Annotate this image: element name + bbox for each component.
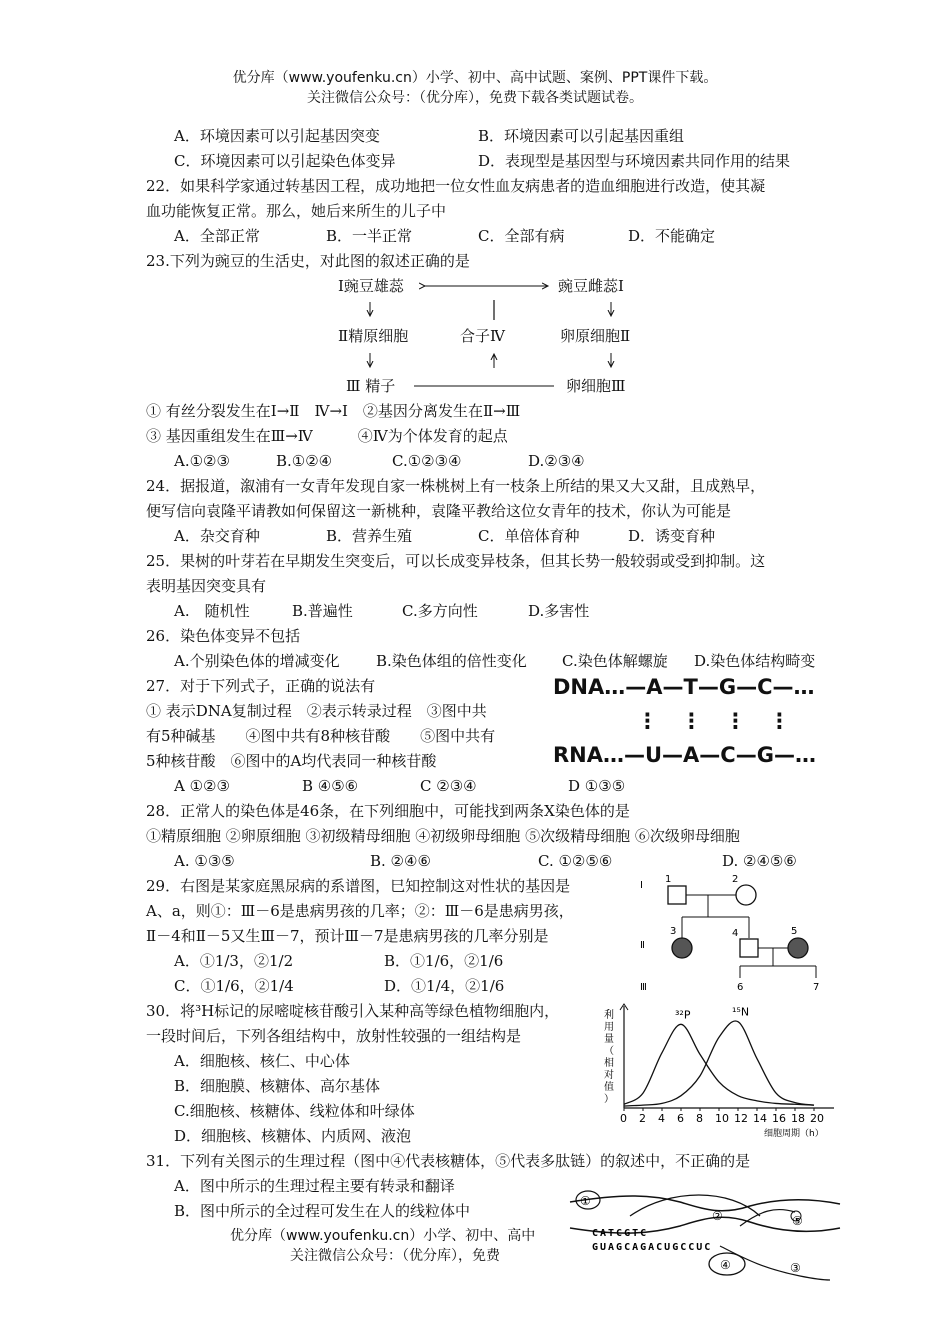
q22-option-c: C．全部有病 — [478, 227, 565, 245]
pedigree-label-5: 5 — [791, 926, 798, 937]
q28-option-a: A. ①③⑤ — [174, 852, 235, 870]
q22-option-d: D．不能确定 — [628, 227, 716, 245]
pedigree-individual-4 — [740, 939, 758, 957]
chart-ylabel-char: 相 — [604, 1058, 614, 1069]
q25-stem-2: 表明基因突变具有 — [146, 577, 267, 595]
q24-option-a: A．杂交育种 — [174, 527, 260, 545]
pedigree-individual-2 — [736, 885, 756, 905]
mrna-sequence: GUAGCAGACUGCCUC — [592, 1242, 713, 1253]
chart-ylabel-char: ） — [604, 1094, 614, 1105]
marker-2: ② — [712, 1209, 723, 1223]
q24-option-b: B．营养生殖 — [326, 527, 413, 545]
pedigree-individual-5 — [788, 938, 808, 958]
q29-stem-3: Ⅱ－4和Ⅱ－5又生Ⅲ－7，预计Ⅲ－7是患病男孩的几率分别是 — [146, 927, 549, 945]
chart-series-label-1: ³²P — [675, 1008, 691, 1022]
chart-xtick-label: 12 — [734, 1112, 748, 1125]
q27-option-d: D ①③⑤ — [568, 777, 626, 795]
transcription-translation-diagram — [560, 1176, 850, 1288]
q23-option-b: B.①②④ — [276, 452, 333, 470]
q28-option-c: C. ①②⑤⑥ — [538, 852, 613, 870]
pedigree-label-3: 3 — [670, 926, 677, 937]
q24-option-d: D．诱变育种 — [628, 527, 716, 545]
chart-ylabel-char: 量 — [604, 1034, 614, 1045]
q30-option-d: D．细胞核、核糖体、内质网、液泡 — [174, 1127, 412, 1145]
chart-series-line-2 — [624, 1021, 814, 1106]
q27-statement-1: ① 表示DNA复制过程 ②表示转录过程 ③图中共 — [146, 702, 487, 720]
q28-option-b: B. ②④⑥ — [370, 852, 431, 870]
q23-option-a: A.①②③ — [174, 452, 230, 470]
q27-option-a: A ①②③ — [174, 777, 230, 795]
chart-ylabel-char: （ — [604, 1046, 614, 1057]
chart-ylabel-group — [604, 1008, 614, 1105]
q23-diagram-egg: 卵细胞Ⅲ — [566, 377, 626, 395]
chart-series — [624, 1006, 814, 1106]
q25-option-b: B.普遍性 — [292, 602, 353, 620]
q23-option-d: D.②③④ — [528, 452, 585, 470]
q23-statement-1: ① 有丝分裂发生在Ⅰ→Ⅱ Ⅳ→Ⅰ ②基因分离发生在Ⅱ→Ⅲ — [146, 402, 521, 420]
chart-ylabel-char: 值 — [604, 1082, 614, 1093]
q27-rna-strand: RNA…—U—A—C—G—… — [553, 743, 816, 767]
chart-xtick-label: 18 — [791, 1112, 805, 1125]
q30-option-a: A．细胞核、核仁、中心体 — [174, 1052, 350, 1070]
q31-option-a: A．图中所示的生理过程主要有转录和翻译 — [174, 1177, 455, 1195]
q27-option-c: C ②③④ — [420, 777, 477, 795]
q24-stem-2: 便写信向袁隆平请教如何保留这一新桃种，袁隆平教给这位女青年的技术，你认为可能是 — [146, 502, 732, 520]
header-line-1: 优分库（www.youfenku.cn）小学、初中、高中试题、案例、PPT课件下载。 — [232, 70, 718, 86]
q26-option-b: B.染色体组的倍性变化 — [376, 652, 527, 670]
q21-option-c: C．环境因素可以引起染色体变异 — [174, 152, 396, 170]
q25-stem-1: 25．果树的叶芽若在早期发生突变后，可以长成变异枝条，但其长势一般较弱或受到抑制。这 — [146, 552, 766, 570]
marker-5: ⑤ — [792, 1214, 803, 1228]
chart-xtick-label: 16 — [772, 1112, 786, 1125]
q23-statement-2: ③ 基因重组发生在Ⅲ→Ⅳ ④Ⅳ为个体发育的起点 — [146, 427, 508, 445]
q31-option-b: B．图中所示的全过程可发生在人的线粒体中 — [174, 1202, 471, 1220]
q27-dna-strand: DNA…—A—T—G—C—… — [553, 675, 815, 699]
pedigree-gen-1: I — [640, 880, 643, 891]
q23-diagram-oogonium: 卵原细胞Ⅱ — [560, 327, 631, 345]
q24-stem-1: 24．据报道，溆浦有一女青年发现自家一株桃树上有一枝条上所结的果又大又甜，且成熟早， — [146, 477, 766, 495]
chart-xtick-label: 4 — [658, 1112, 665, 1125]
q22-stem-1: 22．如果科学家通过转基因工程，成功地把一位女性血友病患者的造血细胞进行改造，使其凝 — [146, 177, 766, 195]
q26-stem: 26．染色体变异不包括 — [146, 627, 301, 645]
chart-xtick-label: 10 — [715, 1112, 729, 1125]
pedigree-individual-3 — [672, 938, 692, 958]
q29-stem-2: A、a，则①：Ⅲ－6是患病男孩的几率；②：Ⅲ－6是患病男孩， — [146, 902, 574, 920]
pedigree-label-4: 4 — [732, 928, 739, 939]
q26-option-c: C.染色体解螺旋 — [562, 652, 668, 670]
q23-lifecycle-arrows — [330, 270, 660, 400]
q27-pairing-dots: ⋮ ⋮ ⋮ ⋮ — [637, 709, 791, 733]
utilization-chart — [596, 998, 846, 1143]
chart-xlabel: 细胞周期（h） — [764, 1129, 824, 1139]
q25-option-a: A. 随机性 — [174, 602, 250, 620]
pedigree-gen-3: Ⅲ — [640, 982, 647, 993]
pedigree-label-7: 7 — [813, 982, 820, 993]
header-line-2: 关注微信公众号：（优分库），免费下载各类试题试卷。 — [307, 90, 643, 106]
q23-stem: 23.下列为豌豆的生活史，对此图的叙述正确的是 — [146, 252, 470, 270]
footer-line-1: 优分库（www.youfenku.cn）小学、初中、高中 — [230, 1228, 536, 1244]
pedigree-label-1: 1 — [665, 874, 672, 885]
pedigree-label-2: 2 — [732, 874, 739, 885]
q30-option-c: C.细胞核、核糖体、线粒体和叶绿体 — [174, 1102, 415, 1120]
q27-option-b: B ④⑤⑥ — [302, 777, 359, 795]
footer-line-2: 关注微信公众号：（优分库），免费 — [290, 1248, 500, 1264]
q25-option-c: C.多方向性 — [402, 602, 478, 620]
dna-template-sequence: CATCGTC — [592, 1228, 649, 1239]
q30-option-b: B．细胞膜、核糖体、高尔基体 — [174, 1077, 381, 1095]
q23-option-c: C.①②③④ — [392, 452, 462, 470]
q29-option-d: D．①1/4，②1/6 — [384, 977, 505, 995]
q27-statement-3: 5种核苷酸 ⑥图中的A均代表同一种核苷酸 — [146, 752, 437, 770]
chart-ylabel-char: 对 — [604, 1070, 614, 1081]
q25-option-d: D.多害性 — [528, 602, 590, 620]
chart-series-label-2: ¹⁵N — [732, 1005, 750, 1019]
chart-xtick-label: 0 — [620, 1112, 627, 1125]
q28-stem: 28．正常人的染色体是46条，在下列细胞中，可能找到两条X染色体的是 — [146, 802, 630, 820]
chart-xtick-label: 8 — [696, 1112, 703, 1125]
chart-ylabel-char: 利 — [604, 1010, 614, 1021]
marker-1: ① — [580, 1194, 591, 1208]
chart-xtick-label: 2 — [639, 1112, 646, 1125]
q23-diagram-male-stamen: Ⅰ豌豆雄蕊 — [338, 277, 404, 295]
q22-option-a: A．全部正常 — [174, 227, 260, 245]
pedigree-diagram — [628, 870, 828, 998]
chart-ylabel-char: 用 — [604, 1022, 614, 1033]
q30-stem-2: 一段时间后，下列各组结构中，放射性较强的一组结构是 — [146, 1027, 522, 1045]
q29-option-a: A．①1/3，②1/2 — [174, 952, 294, 970]
chart-xticks — [620, 1108, 824, 1125]
q28-option-d: D. ②④⑤⑥ — [722, 852, 797, 870]
q27-stem: 27．对于下列式子，正确的说法有 — [146, 677, 376, 695]
q23-diagram-sperm: Ⅲ 精子 — [346, 377, 396, 395]
q23-diagram-spermatogonium: Ⅱ精原细胞 — [338, 327, 409, 345]
q29-stem-1: 29．右图是某家庭黑尿病的系谱图，巳知控制这对性状的基因是 — [146, 877, 571, 895]
q31-stem: 31．下列有关图示的生理过程（图中④代表核糖体，⑤代表多肽链）的叙述中，不正确的是 — [146, 1152, 751, 1170]
q26-option-d: D.染色体结构畸变 — [694, 652, 816, 670]
chart-xtick-label: 6 — [677, 1112, 684, 1125]
q21-option-a: A．环境因素可以引起基因突变 — [174, 127, 380, 145]
pedigree-label-6: 6 — [737, 982, 744, 993]
q22-stem-2: 血功能恢复正常。那么，她后来所生的儿子中 — [146, 202, 447, 220]
q27-statement-2: 有5种碱基 ④图中共有8种核苷酸 ⑤图中共有 — [146, 727, 496, 745]
chart-xtick-label: 20 — [810, 1112, 824, 1125]
pedigree-individual-1 — [668, 886, 686, 904]
q29-option-c: C．①1/6，②1/4 — [174, 977, 294, 995]
pedigree-gen-2: Ⅱ — [640, 940, 645, 951]
q30-stem-1: 30．将³H标记的尿嘧啶核苷酸引入某种高等绿色植物细胞内， — [146, 1002, 560, 1020]
q23-diagram-female-pistil: 豌豆雌蕊Ⅰ — [558, 277, 624, 295]
q22-option-b: B．一半正常 — [326, 227, 413, 245]
q23-diagram-zygote: 合子Ⅳ — [460, 327, 505, 345]
marker-3: ③ — [790, 1261, 801, 1275]
q24-option-c: C．单倍体育种 — [478, 527, 580, 545]
q29-option-b: B．①1/6，②1/6 — [384, 952, 504, 970]
q21-option-b: B．环境因素可以引起基因重组 — [478, 127, 685, 145]
q21-option-d: D．表现型是基因型与环境因素共同作用的结果 — [478, 152, 791, 170]
q26-option-a: A.个别染色体的增减变化 — [174, 652, 340, 670]
marker-4: ④ — [720, 1258, 731, 1272]
q28-items: ①精原细胞 ②卵原细胞 ③初级精母细胞 ④初级卵母细胞 ⑤次级精母细胞 ⑥次级卵母细胞 — [146, 827, 740, 845]
chart-xtick-label: 14 — [753, 1112, 767, 1125]
